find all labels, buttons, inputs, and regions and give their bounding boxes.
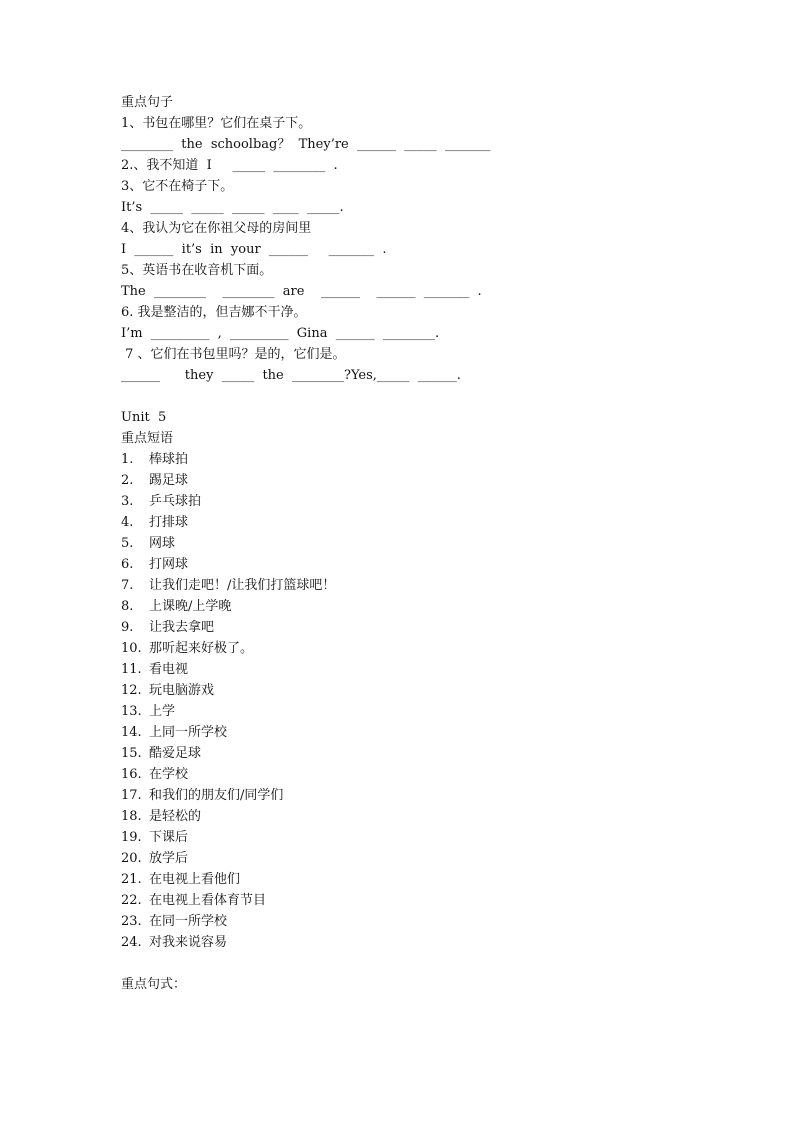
- phrase-item: [121, 533, 741, 554]
- phrase-number: 21.: [121, 872, 142, 887]
- sentence-line: 3、它不在椅子下。: [121, 179, 234, 194]
- sentence-line: 5、英语书在收音机下面。: [121, 263, 273, 278]
- phrase-item: [121, 701, 741, 722]
- sentence-line: 1、书包在哪里？它们在桌子下。: [121, 116, 312, 131]
- phrase-number: 3.: [121, 494, 134, 509]
- phrase-item: [121, 722, 741, 743]
- phrase-text: 在学校: [149, 767, 189, 782]
- phrase-number: 13.: [121, 704, 142, 719]
- phrase-number: 8.: [121, 599, 134, 614]
- sentence-line: I’m _________ , _________ Gina ______ ________.: [121, 326, 440, 341]
- phrase-text: 那听起来好极了。: [149, 641, 254, 656]
- spacer: [121, 386, 741, 407]
- phrase-text: 踢足球: [149, 473, 189, 488]
- phrase-text: 在电视上看体育节目: [149, 893, 267, 908]
- patterns-heading: 重点句式：: [121, 977, 187, 992]
- phrase-number: 24.: [121, 935, 142, 950]
- phrase-item: [121, 848, 741, 869]
- phrase-number: 9.: [121, 620, 134, 635]
- phrase-number: 5.: [121, 536, 134, 551]
- phrase-number: 14.: [121, 725, 142, 740]
- sentence-line: ________ the schoolbag？ They’re ______ _____ _______: [121, 137, 491, 152]
- phrase-text: 上同一所学校: [149, 725, 228, 740]
- sentence-line: It’s _____ _____ _____ ____ _____.: [121, 200, 344, 215]
- phrase-number: 15.: [121, 746, 142, 761]
- phrase-item: [121, 932, 741, 953]
- phrase-text: 酷爱足球: [149, 746, 202, 761]
- sentence-line: 7 、它们在书包里吗？是的，它们是。: [121, 347, 346, 362]
- phrase-text: 棒球拍: [149, 452, 189, 467]
- phrase-text: 放学后: [149, 851, 189, 866]
- spacer: [121, 953, 741, 974]
- phrase-number: 10.: [121, 641, 142, 656]
- phrase-item: [121, 512, 741, 533]
- phrase-number: 12.: [121, 683, 142, 698]
- phrase-number: 19.: [121, 830, 142, 845]
- phrase-text: 让我去拿吧: [149, 620, 215, 635]
- phrase-text: 是轻松的: [149, 809, 202, 824]
- phrase-text: 网球: [149, 536, 176, 551]
- phrase-item: [121, 764, 741, 785]
- sentence-line: The ________ ________ are ______ ______ _______ .: [121, 284, 482, 299]
- phrase-text: 打排球: [149, 515, 189, 530]
- sentence-list: [121, 113, 741, 386]
- phrase-item: [121, 575, 741, 596]
- phrase-number: 23.: [121, 914, 142, 929]
- phrase-number: 7.: [121, 578, 134, 593]
- phrase-number: 4.: [121, 515, 134, 530]
- phrase-text: 让我们走吧！/让我们打篮球吧！: [149, 578, 336, 593]
- phrase-item: [121, 785, 741, 806]
- phrase-text: 和我们的朋友们/同学们: [149, 788, 284, 803]
- phrase-list: [121, 449, 741, 953]
- phrase-text: 下课后: [149, 830, 189, 845]
- phrase-item: [121, 659, 741, 680]
- sentence-line: 6. 我是整洁的，但吉娜不干净。: [121, 305, 307, 320]
- phrase-item: [121, 638, 741, 659]
- phrase-text: 玩电脑游戏: [149, 683, 215, 698]
- phrase-text: 上学: [149, 704, 176, 719]
- phrase-item: [121, 869, 741, 890]
- phrase-item: [121, 806, 741, 827]
- sentences-heading: 重点句子: [121, 95, 174, 110]
- document-page: [121, 92, 741, 995]
- phrase-item: [121, 827, 741, 848]
- phrase-number: 17.: [121, 788, 142, 803]
- phrase-item: [121, 449, 741, 470]
- phrase-text: 对我来说容易: [149, 935, 228, 950]
- phrase-item: [121, 743, 741, 764]
- phrase-number: 2.: [121, 473, 134, 488]
- phrase-number: 18.: [121, 809, 142, 824]
- phrase-item: [121, 890, 741, 911]
- phrase-number: 11.: [121, 662, 142, 677]
- phrase-text: 打网球: [149, 557, 189, 572]
- phrase-text: 上课晚/上学晚: [149, 599, 232, 614]
- phrase-number: 22.: [121, 893, 142, 908]
- phrase-item: [121, 680, 741, 701]
- phrase-item: [121, 617, 741, 638]
- phrase-number: 6.: [121, 557, 134, 572]
- phrase-text: 在同一所学校: [149, 914, 228, 929]
- phrase-item: [121, 491, 741, 512]
- unit-title: Unit 5: [121, 410, 167, 425]
- phrase-number: 16.: [121, 767, 142, 782]
- phrase-number: 1.: [121, 452, 134, 467]
- phrase-number: 20.: [121, 851, 142, 866]
- phrase-item: [121, 554, 741, 575]
- phrase-text: 乒乓球拍: [149, 494, 202, 509]
- sentence-line: ______ they _____ the ________?Yes,_____ ______.: [121, 368, 461, 383]
- phrases-heading: 重点短语: [121, 431, 174, 446]
- sentence-line: 4、我认为它在你祖父母的房间里: [121, 221, 312, 236]
- sentence-line: 2.、我不知道 I _____ ________ .: [121, 158, 338, 173]
- phrase-text: 在电视上看他们: [149, 872, 241, 887]
- sentence-line: I ______ it’s in your ______ _______ .: [121, 242, 387, 257]
- phrase-item: [121, 596, 741, 617]
- phrase-item: [121, 470, 741, 491]
- phrase-text: 看电视: [149, 662, 189, 677]
- phrase-item: [121, 911, 741, 932]
